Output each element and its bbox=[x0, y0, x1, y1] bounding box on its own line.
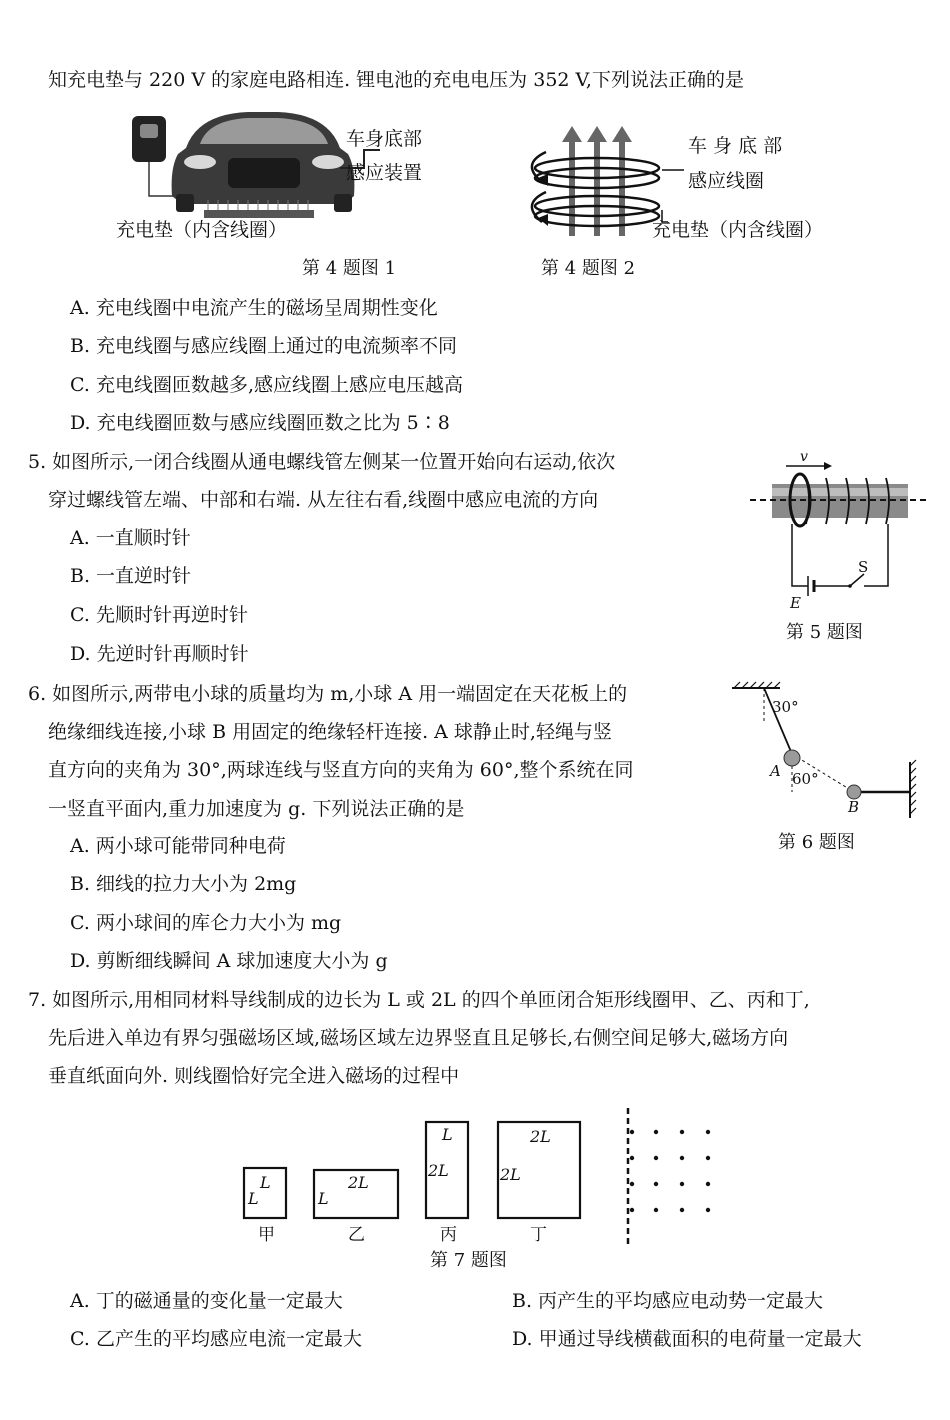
q5-option-a: A. 一直顺时针 bbox=[70, 527, 191, 549]
q7-figure bbox=[236, 1104, 720, 1250]
bing-side-label: 2L bbox=[428, 1161, 449, 1180]
q4-intro: 知充电垫与 220 V 的家庭电路相连. 锂电池的充电电压为 352 V,下列说法正确的是 bbox=[48, 69, 744, 91]
fig2-label-pad: 充电垫（内含线圈） bbox=[652, 219, 824, 241]
q4-option-c: C. 充电线圈匝数越多,感应线圈上感应电压越高 bbox=[70, 374, 463, 396]
fig2-label-coil-2: 感应线圈 bbox=[688, 170, 765, 192]
q6-option-b: B. 细线的拉力大小为 2mg bbox=[70, 873, 297, 895]
q6-ball-b-label: B bbox=[848, 798, 860, 816]
ding-name: 丁 bbox=[530, 1225, 547, 1245]
ding-top-label: 2L bbox=[530, 1127, 551, 1146]
q5-option-d: D. 先逆时针再顺时针 bbox=[70, 643, 249, 665]
q6-option-a: A. 两小球可能带同种电荷 bbox=[70, 835, 286, 857]
q6-option-c: C. 两小球间的库仑力大小为 mg bbox=[70, 912, 342, 934]
q5-figure bbox=[746, 448, 930, 616]
q6-ball-a-label: A bbox=[770, 762, 781, 780]
q4-option-a: A. 充电线圈中电流产生的磁场呈周期性变化 bbox=[70, 297, 438, 319]
yi-name: 乙 bbox=[348, 1225, 365, 1245]
yi-side-label: L bbox=[318, 1189, 329, 1208]
q5-velocity-label: v bbox=[800, 449, 808, 465]
jia-top-label: L bbox=[260, 1173, 271, 1192]
q7-line-2: 先后进入单边有界匀强磁场区域,磁场区域左边界竖直且足够长,右侧空间足够大,磁场方向 bbox=[48, 1027, 789, 1049]
q5-line-2: 穿过螺线管左端、中部和右端. 从左往右看,线圈中感应电流的方向 bbox=[48, 489, 599, 511]
q7-caption: 第 7 题图 bbox=[430, 1250, 507, 1271]
wall-charger-icon bbox=[132, 116, 166, 162]
q7-option-c: C. 乙产生的平均感应电流一定最大 bbox=[70, 1328, 362, 1350]
ding-side-label: 2L bbox=[500, 1165, 521, 1184]
q5-switch-label: S bbox=[858, 558, 869, 576]
q4-figure-1 bbox=[108, 108, 468, 256]
q5-emf-label: E bbox=[790, 594, 801, 612]
q7-option-d: D. 甲通过导线横截面积的电荷量一定最大 bbox=[512, 1328, 862, 1350]
fig2-caption: 第 4 题图 2 bbox=[541, 258, 636, 279]
q4-figure-2 bbox=[512, 112, 842, 254]
q5-caption: 第 5 题图 bbox=[786, 622, 863, 643]
q6-line-3: 直方向的夹角为 30°,两球连线与竖直方向的夹角为 60°,整个系统在同 bbox=[48, 759, 634, 781]
q6-line-4: 一竖直平面内,重力加速度为 g. 下列说法正确的是 bbox=[48, 798, 465, 820]
bing-name: 丙 bbox=[440, 1225, 457, 1245]
q7-option-a: A. 丁的磁通量的变化量一定最大 bbox=[70, 1290, 343, 1312]
fig1-label-body-1: 车身底部 bbox=[346, 128, 423, 150]
jia-name: 甲 bbox=[258, 1225, 275, 1245]
fig1-label-body-2: 感应装置 bbox=[346, 162, 423, 184]
q6-figure bbox=[728, 680, 928, 820]
q4-option-b: B. 充电线圈与感应线圈上通过的电流频率不同 bbox=[70, 335, 458, 357]
q7-line-1: 7. 如图所示,用相同材料导线制成的边长为 L 或 2L 的四个单匝闭合矩形线圈甲、乙、丙和丁, bbox=[28, 989, 810, 1011]
q5-option-c: C. 先顺时针再逆时针 bbox=[70, 604, 248, 626]
q6-option-d: D. 剪断细线瞬间 A 球加速度大小为 g bbox=[70, 950, 388, 972]
magnetic-field-dots bbox=[630, 1130, 710, 1212]
q5-option-b: B. 一直逆时针 bbox=[70, 565, 192, 587]
q4-option-d: D. 充电线圈匝数与感应线圈匝数之比为 5∶8 bbox=[70, 412, 450, 434]
ball-b-icon bbox=[847, 785, 861, 799]
q6-angle-60: 60° bbox=[792, 770, 819, 788]
fig1-label-pad: 充电垫（内含线圈） bbox=[116, 219, 288, 241]
q6-line-2: 绝缘细线连接,小球 B 用固定的绝缘轻杆连接. A 球静止时,轻绳与竖 bbox=[48, 721, 612, 743]
fig1-caption: 第 4 题图 1 bbox=[302, 258, 397, 279]
bing-top-label: L bbox=[442, 1125, 453, 1144]
yi-top-label: 2L bbox=[348, 1173, 369, 1192]
fig2-label-coil-1: 车 身 底 部 bbox=[688, 135, 783, 157]
q5-line-1: 5. 如图所示,一闭合线圈从通电螺线管左侧某一位置开始向右运动,依次 bbox=[28, 451, 616, 473]
q7-line-3: 垂直纸面向外. 则线圈恰好完全进入磁场的过程中 bbox=[48, 1065, 460, 1087]
charging-pad-icon bbox=[204, 210, 314, 218]
q6-angle-30: 30° bbox=[772, 698, 799, 716]
q7-option-b: B. 丙产生的平均感应电动势一定最大 bbox=[512, 1290, 824, 1312]
q6-line-1: 6. 如图所示,两带电小球的质量均为 m,小球 A 用一端固定在天花板上的 bbox=[28, 683, 628, 705]
car-icon bbox=[172, 112, 355, 212]
jia-side-label: L bbox=[248, 1189, 259, 1208]
q6-caption: 第 6 题图 bbox=[778, 832, 855, 853]
ball-a-icon bbox=[784, 750, 800, 766]
